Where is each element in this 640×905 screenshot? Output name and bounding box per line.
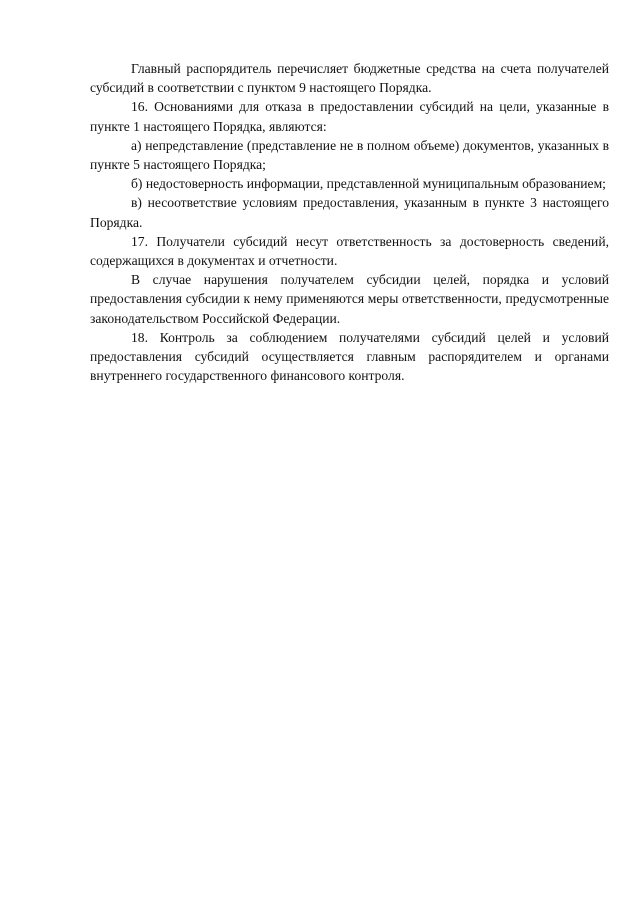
- paragraph-16-refusal-grounds: 16. Основаниями для отказа в предоставлении субсидий на цели, указанные в пункте 1 настоящего Порядка, являются:: [90, 99, 609, 134]
- paragraph-transfer-funds: Главный распорядитель перечисляет бюджетные средства на счета получателей субсидий в соответствии с пунктом 9 настоящего Порядка.: [90, 61, 609, 96]
- paragraph-17-responsibility: 17. Получатели субсидий несут ответственность за достоверность сведений, содержащихся в документах и отчетности.: [90, 233, 609, 269]
- paragraph-16c-non-compliance: в) несоответствие условиям предоставления, указанным в пункте 3 настоящего Порядка.: [90, 195, 609, 230]
- paragraph-16b-unreliable-info: б) недостоверность информации, представленной муниципальным образованием;: [131, 176, 606, 192]
- paragraph-violation-measures: В случае нарушения получателем субсидии целей, порядка и условий предоставления субсидии к нему применяются меры ответственности, предусмотренные законодательством Российской Федерации.: [90, 272, 609, 326]
- document-body: [90, 59, 609, 385]
- paragraph-18-control: 18. Контроль за соблюдением получателями субсидий целей и условий предоставления субсидий осуществляется главным распорядителем и органами внутреннего государственного финансового контроля.: [90, 329, 609, 384]
- paragraph-16a-non-submission: а) непредставление (представление не в полном объеме) документов, указанных в пункте 5 настоящего Порядка;: [90, 137, 609, 173]
